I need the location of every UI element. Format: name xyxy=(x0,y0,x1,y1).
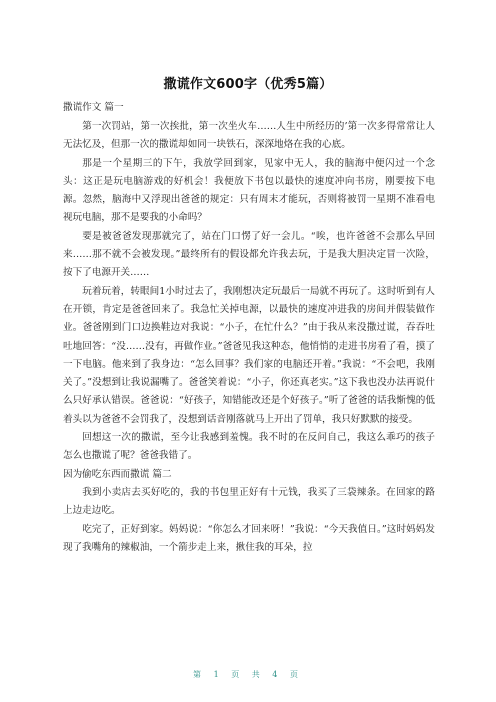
paragraph-3: 要是被爸爸发现那就完了，站在门口愣了好一会儿。“唉，也许爸爸不会那么早回来……那不就不会被发现。”最终所有的假设都允许我去玩，于是我大胆决定冒一次险，按下了电源开关…… xyxy=(63,230,435,279)
document-title: 撒谎作文600字（优秀5篇） xyxy=(163,77,333,92)
page-footer: 第 1 页 共 4 页 xyxy=(193,670,303,679)
document-body xyxy=(63,118,435,557)
paragraph-4: 玩着玩着，转眼间1小时过去了，我刚想决定玩最后一局就不再玩了。这时听到有人在开锁，肯定是爸爸回来了。我急忙关掉电源，以最快的速度冲进我的房间并假装做作业。爸爸刚到门口边换鞋边对我说：“小子，在忙什么？”由于我从来没撒过谎，吞吞吐吐地回答：“没……没有，再做作业。”爸爸见我这种态，他悄悄的走进书房看了看，摸了一下电脑。他来到了我身边：“怎么回事？我们家的电脑还开着。”我说：“不会吧，我刚关了。”没想到让我说漏嘴了。爸爸笑着说：“小子，你还真老实。”这下我也没办法再说什么只好承认错误。爸爸说：“好孩子，知错能改还是个好孩子。”听了爸爸的话我惭愧的低着头以为爸爸不会罚我了，没想到话音刚落就马上开出了罚单，我只好默默的接受。 xyxy=(63,285,435,425)
paragraph-6: 我到小卖店去买好吃的，我的书包里正好有十元钱，我买了三袋辣条。在回家的路上边走边吃。 xyxy=(63,486,435,517)
section-heading-1: 撒谎作文 篇一 xyxy=(63,102,124,113)
paragraph-2: 那是一个星期三的下午，我放学回到家，见家中无人，我的脑海中便闪过一个念头：这正是玩电脑游戏的好机会！我便放下书包以最快的速度冲向书房，刚要按下电源。忽然，脑海中又浮现出爸爸的规定：只有周末才能玩，否则将被罚一星期不准看电视玩电脑，那不是要我的小命吗？ xyxy=(63,157,435,224)
paragraph-5: 回想这一次的撒谎，至今让我感到羞愧。我不时的在反问自己，我这么乖巧的孩子怎么也撒谎了呢？爸爸我错了。 xyxy=(63,432,435,462)
section-heading-2: 因为偷吃东西而撒谎 篇二 xyxy=(63,468,172,480)
paragraph-1: 第一次罚站，第一次挨批，第一次坐火车……人生中所经历的’第一次多得常常让人无法忆及，但那一次的撒谎却如同一块铁石，深深地烙在我的心底。 xyxy=(63,121,435,151)
paragraph-7: 吃完了，正好到家。妈妈说：“你怎么才回来呀！”我说：“今天我值日。”这时妈妈发现了我嘴角的辣椒油，一个箭步走上来，揪住我的耳朵，拉 xyxy=(63,523,435,553)
